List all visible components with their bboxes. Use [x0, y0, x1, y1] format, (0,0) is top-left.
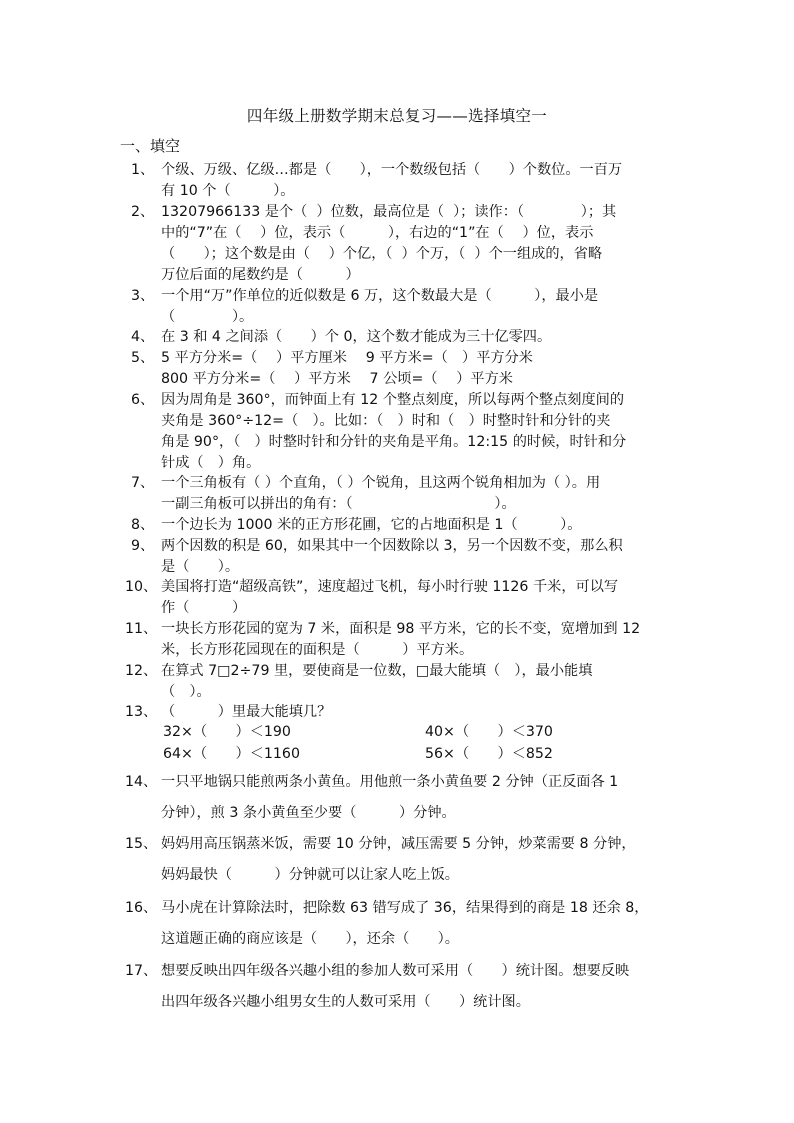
question-line: 有 10 个（ ）。	[161, 183, 295, 199]
question-line: 一副三角板可以拼出的角有：（ ）。	[161, 496, 516, 512]
question-item	[131, 348, 681, 390]
question-number: 6、	[131, 392, 155, 408]
question-text	[161, 577, 681, 619]
question-text	[161, 893, 681, 955]
question-number: 9、	[131, 538, 155, 554]
question-number: 8、	[131, 517, 155, 533]
question-line: 是（ ）。	[161, 559, 240, 575]
question-number: 1、	[131, 162, 155, 178]
question-line: 800 平方分米=（ ）平方米 7 公顷=（ ）平方米	[161, 371, 513, 387]
question-line: 一个用“万”作单位的近似数是 6 万，这个数最大是（ ），最小是	[161, 288, 599, 304]
question-text	[161, 829, 681, 891]
question-line: 一块长方形花园的宽为 7 米，面积是 98 平方米，它的长不变，宽增加到 12	[161, 621, 641, 637]
question-number: 2、	[131, 204, 155, 220]
question-item	[131, 473, 681, 515]
question-item	[125, 893, 681, 955]
question-line: 两个因数的积是 60，如果其中一个因数除以 3，另一个因数不变，那么积	[161, 538, 623, 554]
question-line: 角是 90°，（ ）时整时针和分针的夹角是平角。12:15 的时候，时针和分	[161, 434, 627, 450]
question-item	[125, 829, 681, 891]
question-line: （ ）。	[161, 309, 254, 325]
question-item	[125, 767, 681, 829]
question-line: 米，长方形花园现在的面积是（ ）平方米。	[161, 642, 474, 658]
question-number: 11、	[125, 621, 158, 637]
question-line: 这道题正确的商应该是（ ），还余（ ）。	[161, 931, 459, 947]
question-number: 13、	[125, 704, 158, 720]
question-line: 一只平地锅只能煎两条小黄鱼。用他煎一条小黄鱼要 2 分钟（正反面各 1	[161, 774, 619, 790]
question-item	[125, 577, 681, 619]
question-number: 16、	[125, 900, 158, 916]
question-text	[161, 767, 681, 829]
question-text	[161, 286, 681, 328]
question-line: 马小虎在计算除法时，把除数 63 错写成了 36，结果得到的商是 18 还余 8，	[161, 900, 649, 916]
section-heading: 一、填空	[120, 137, 181, 155]
question-number: 14、	[125, 774, 158, 790]
question-text	[161, 160, 681, 202]
question-line: 想要反映出四年级各兴趣小组的参加人数可采用（ ）统计图。想要反映	[161, 963, 630, 979]
question-line: 作（ ）	[161, 600, 247, 616]
question-item	[125, 619, 681, 661]
question-number: 7、	[131, 475, 155, 491]
inequality-item: 32×（ ）＜190	[163, 724, 291, 740]
question-item	[131, 390, 681, 474]
question-item	[131, 202, 681, 286]
question-text	[161, 702, 681, 723]
question-line: 妈妈用高压锅蒸米饭，需要 10 分钟，减压需要 5 分钟，炒菜需要 8 分钟，	[161, 836, 636, 852]
question-item	[131, 286, 681, 328]
question-item	[131, 536, 681, 578]
question-number: 10、	[125, 579, 158, 595]
question-line: 一个边长为 1000 米的正方形花圃，它的占地面积是 1（ ）。	[161, 517, 582, 533]
question-line: 针成（ ）角。	[161, 455, 261, 471]
question-line: （ ）；这个数是由（ ）个亿，（ ）个万，（ ）个一组成的，省略	[161, 246, 603, 262]
question-line: 5 平方分米=（ ）平方厘米 9 平方米=（ ）平方分米	[161, 350, 533, 366]
question-line: 在算式 7□2÷79 里，要使商是一位数，□最大能填（ ），最小能填	[161, 663, 593, 679]
question-text	[161, 619, 681, 661]
question-item	[125, 956, 681, 1018]
question-number: 17、	[125, 963, 158, 979]
question-line: 个级、万级、亿级…都是（ ），一个数级包括（ ）个数位。一百万	[161, 162, 623, 178]
question-number: 12、	[125, 663, 158, 679]
question-text	[161, 956, 681, 1018]
question-number: 3、	[131, 288, 155, 304]
question-number: 15、	[125, 836, 158, 852]
question-text	[161, 515, 681, 536]
question-line: （ ）里最大能填几？	[161, 704, 332, 720]
question-item	[131, 160, 681, 202]
inequality-item: 56×（ ）＜852	[425, 746, 553, 762]
question-item	[125, 661, 681, 703]
question-number: 4、	[131, 329, 155, 345]
question-line: 一个三角板有（ ）个直角，（ ）个锐角，且这两个锐角相加为（ ）。用	[161, 475, 601, 491]
question-line: （ ）。	[161, 684, 211, 700]
question-line: 万位后面的尾数约是（ ）	[161, 267, 360, 283]
question-line: 分钟），煎 3 条小黄鱼至少要（ ）分钟。	[161, 805, 456, 821]
question-text	[161, 661, 681, 703]
question-item	[131, 327, 681, 348]
question-line: 妈妈最快（ ）分钟就可以让家人吃上饭。	[161, 867, 459, 883]
question-text	[161, 327, 681, 348]
question-line: 夹角是 360°÷12=（ ）。比如：（ ）时和（ ）时整时针和分针的夹	[161, 413, 611, 429]
question-text	[161, 473, 681, 515]
inequality-item: 40×（ ）＜370	[425, 724, 553, 740]
question-line: 在 3 和 4 之间添（ ）个 0，这个数才能成为三十亿零四。	[161, 329, 552, 345]
question-line: 因为周角是 360°，而钟面上有 12 个整点刻度，所以每两个整点刻度间的	[161, 392, 625, 408]
question-item	[125, 702, 681, 723]
question-text	[161, 348, 681, 390]
question-item	[131, 515, 681, 536]
question-line: 美国将打造“超级高铁”，速度超过飞机，每小时行驶 1126 千米，可以写	[161, 579, 619, 595]
question-text	[161, 202, 681, 286]
question-line: 13207966133 是个（ ）位数，最高位是（ ）；读作：（ ）；其	[161, 204, 617, 220]
inequality-item: 64×（ ）＜1160	[163, 746, 300, 762]
page-title: 四年级上册数学期末总复习——选择填空一	[246, 107, 548, 125]
question-text	[161, 390, 681, 474]
question-line: 出四年级各兴趣小组男女生的人数可采用（ ）统计图。	[161, 994, 530, 1010]
question-number: 5、	[131, 350, 155, 366]
question-text	[161, 536, 681, 578]
question-line: 中的“7”在（ ）位，表示（ ），右边的“1”在（ ）位，表示	[161, 225, 594, 241]
